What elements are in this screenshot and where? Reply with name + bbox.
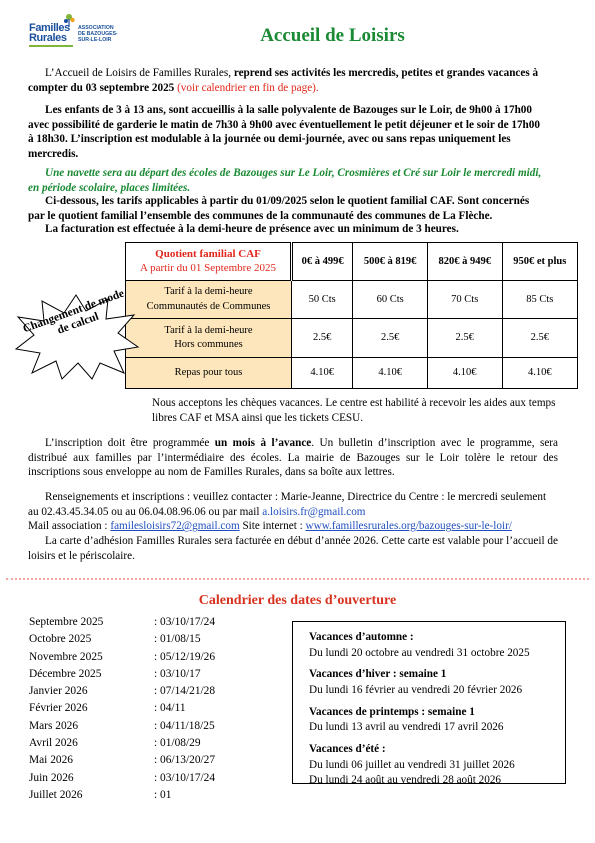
- website-link[interactable]: www.famillesrurales.org/bazouges-sur-le-loir/: [305, 520, 512, 533]
- logo-line2: Rurales: [29, 32, 67, 44]
- month-dates: : 01/08/15: [154, 633, 201, 646]
- tarifs-intro-paragraph: [28, 194, 546, 223]
- vacation-title: Vacances d’hiver : semaine 1: [309, 668, 447, 681]
- list-item: [29, 632, 269, 649]
- month-name: Octobre 2025: [29, 633, 92, 646]
- table-column-header: 820€ à 949€: [427, 243, 502, 281]
- vacations-box: [292, 621, 566, 787]
- month-name: Mars 2026: [29, 719, 79, 732]
- list-item: [29, 701, 269, 718]
- list-item: [29, 684, 269, 701]
- tarifs-intro-text: Ci-dessous, les tarifs applicables à partir du 01/09/2025 selon le quotient familial CAF. Sont concernés par le quotient familial l’ensemble des communes de la communauté des communes de La Flèche.: [28, 195, 530, 222]
- vacation-dates: Du lundi 24 août au vendredi 28 août 2026: [309, 774, 502, 787]
- vacation-dates: Du lundi 20 octobre au vendredi 31 octobre 2025: [309, 646, 530, 659]
- site-label: Site internet :: [239, 520, 306, 533]
- starburst-label: Changement de mode de calcul: [21, 287, 126, 337]
- row-label-line: Hors communes: [174, 339, 243, 350]
- month-name: Septembre 2025: [29, 616, 104, 628]
- month-name: Mai 2026: [29, 754, 73, 767]
- table-header-subtitle: A partir du 01 Septembre 2025: [140, 261, 276, 274]
- month-name: Juillet 2026: [29, 788, 83, 801]
- month-dates: : 05/12/19/26: [154, 650, 216, 663]
- intro-calendar-note: (voir calendrier en fin de page).: [174, 81, 319, 94]
- table-cell: 4.10€: [427, 358, 502, 389]
- month-dates: : 07/14/21/28: [154, 685, 216, 698]
- month-dates: : 03/10/17: [154, 667, 201, 680]
- month-dates: : 04/11/18/25: [154, 719, 215, 732]
- logo-line1: Familles: [29, 22, 70, 34]
- vacation-title: Vacances de printemps : semaine 1: [309, 705, 475, 718]
- shuttle-text: Une navette sera au départ des écoles de Bazouges sur Le Loir, Crosmières et Cré sur Loir le mercredi midi, en période scolaire, places limitées.: [28, 167, 542, 194]
- table-row-label: [126, 281, 292, 319]
- vacation-dates: Du lundi 16 février au vendredi 20 février 2026: [309, 684, 523, 697]
- month-name: Juin 2026: [29, 771, 74, 784]
- table-cell: 2.5€: [292, 319, 353, 358]
- table-cell: 70 Cts: [427, 281, 502, 319]
- vacation-block: [309, 630, 565, 661]
- vacation-dates: Du lundi 13 avril au vendredi 17 avril 2026: [309, 721, 504, 734]
- shuttle-paragraph: [28, 166, 546, 195]
- list-item: [29, 650, 269, 667]
- table-row-label: Repas pour tous: [126, 358, 292, 389]
- assoc-email-label: Mail association :: [28, 520, 111, 533]
- children-text: Les enfants de 3 à 13 ans, sont accueillis à la salle polyvalente de Bazouges sur le Loir, de 9h00 à 17h00 avec possibilité de garderie le matin de 7h30 à 9h00 avec éventuellement le petit déjeuner et le soir de 17h00 à 18h30. L’inscription est modulable à la journée ou demi-journée, avec ou sans repas uniquement les mercredis.: [28, 104, 540, 160]
- vacation-block: [309, 705, 565, 736]
- opening-dates-list: [29, 615, 269, 805]
- month-name: Février 2026: [29, 702, 88, 715]
- card-text: La carte d’adhésion Familles Rurales sera facturée en début d’année 2026. Cette carte est valable pour l’accueil de loisirs et le périscolaire.: [28, 535, 558, 562]
- vacation-title: Vacances d’été :: [309, 743, 386, 756]
- month-dates: : 03/10/17/24: [154, 771, 216, 784]
- children-paragraph: [28, 103, 546, 161]
- table-row: [126, 358, 578, 389]
- month-name: Avril 2026: [29, 737, 78, 750]
- table-header-title: Quotient familial CAF: [155, 248, 261, 261]
- vacation-dates: Du lundi 06 juillet au vendredi 31 juillet 2026: [309, 758, 515, 771]
- section-divider: [6, 578, 589, 580]
- row-label-line: Tarif à la demi-heure: [164, 286, 253, 298]
- table-cell: 2.5€: [353, 319, 428, 358]
- table-column-header: 0€ à 499€: [292, 243, 353, 281]
- month-dates: : 01/08/29: [154, 737, 201, 750]
- tarif-table: [125, 242, 578, 389]
- logo-assoc-line: SUR-LE-LOIR: [78, 37, 112, 43]
- table-row: [126, 281, 578, 319]
- table-cell: 60 Cts: [353, 281, 428, 319]
- month-dates: : 06/13/20/27: [154, 754, 216, 767]
- vacation-title: Vacances d’automne :: [309, 631, 414, 643]
- vacation-block: [309, 667, 565, 698]
- month-dates: : 01: [154, 788, 172, 801]
- inscription-bold: un mois à l’avance: [214, 437, 312, 449]
- inscription-text: L’inscription doit être programmée: [45, 437, 215, 449]
- list-item: [29, 771, 269, 788]
- table-row: [126, 319, 578, 358]
- contact-text: Renseignements et inscriptions : veuillez contacter : Marie-Jeanne, Directrice du Centre : le mercredi seulement au 02.43.45.34.05 ou au 06.04.08.96.06 ou par mail: [28, 491, 547, 518]
- table-column-header: 950€ et plus: [502, 243, 577, 281]
- contact-paragraph: [28, 490, 558, 534]
- table-header-quotient: [126, 243, 292, 281]
- inscription-text-end: . Un bulletin d’inscription avec le programme, sera distribué aux familles par l’intermédiaire des écoles. La mairie de Bazouges sur le Loir tolère le retour des inscriptions sous enveloppe au nom de Familles Rurales, dans sa boîte aux lettres.: [28, 437, 559, 479]
- row-label-line: Tarif à la demi-heure: [164, 324, 253, 336]
- cheques-text: Nous acceptons les chèques vacances. Le centre est habilité à recevoir les aides aux temps libres CAF et MSA ainsi que les tickets CESU.: [152, 397, 556, 424]
- cheques-paragraph: [152, 396, 582, 425]
- page-title: Accueil de Loisirs: [260, 25, 405, 46]
- table-cell: 2.5€: [427, 319, 502, 358]
- list-item: [29, 753, 269, 770]
- table-cell: 4.10€: [353, 358, 428, 389]
- list-item: [29, 719, 269, 736]
- table-cell: 85 Cts: [502, 281, 577, 319]
- month-name: Janvier 2026: [29, 685, 88, 698]
- card-paragraph: [28, 534, 558, 563]
- vacation-block: [309, 742, 565, 789]
- row-label-line: Communautés de Communes: [146, 300, 271, 312]
- table-row-label: [126, 319, 292, 358]
- table-cell: 2.5€: [502, 319, 577, 358]
- intro-bold: reprend ses activités les mercredis, petites et grandes vacances à compter du 03 septembre 2025: [28, 67, 539, 94]
- month-name: Novembre 2025: [29, 650, 103, 663]
- billing-text: La facturation est effectuée à la demi-heure de présence avec un minimum de 3 heures.: [45, 223, 459, 235]
- list-item: [29, 615, 269, 632]
- inscription-paragraph: [28, 436, 558, 480]
- table-cell: 4.10€: [292, 358, 353, 389]
- month-dates: : 03/10/17/24: [154, 616, 216, 628]
- table-cell: 50 Cts: [292, 281, 353, 319]
- billing-paragraph: [28, 222, 546, 237]
- logo-assoc-line: DE BAZOUGES-: [78, 31, 118, 37]
- calendar-title: Calendrier des dates d’ouverture: [198, 593, 397, 608]
- table-header-row: [126, 243, 578, 281]
- intro-paragraph: [28, 66, 546, 95]
- director-email-link[interactable]: a.loisirs.fr@gmail.com: [262, 505, 366, 518]
- intro-text: L’Accueil de Loisirs de Familles Rurales,: [45, 67, 234, 79]
- logo-assoc-line: ASSOCIATION: [78, 25, 114, 31]
- list-item: [29, 736, 269, 753]
- month-dates: : 04/11: [154, 702, 186, 715]
- list-item: [29, 788, 269, 805]
- list-item: [29, 667, 269, 684]
- table-cell: 4.10€: [502, 358, 577, 389]
- month-name: Décembre 2025: [29, 667, 102, 680]
- assoc-email-link[interactable]: familesloisirs72@gmail.com: [110, 520, 240, 533]
- table-column-header: 500€ à 819€: [353, 243, 428, 281]
